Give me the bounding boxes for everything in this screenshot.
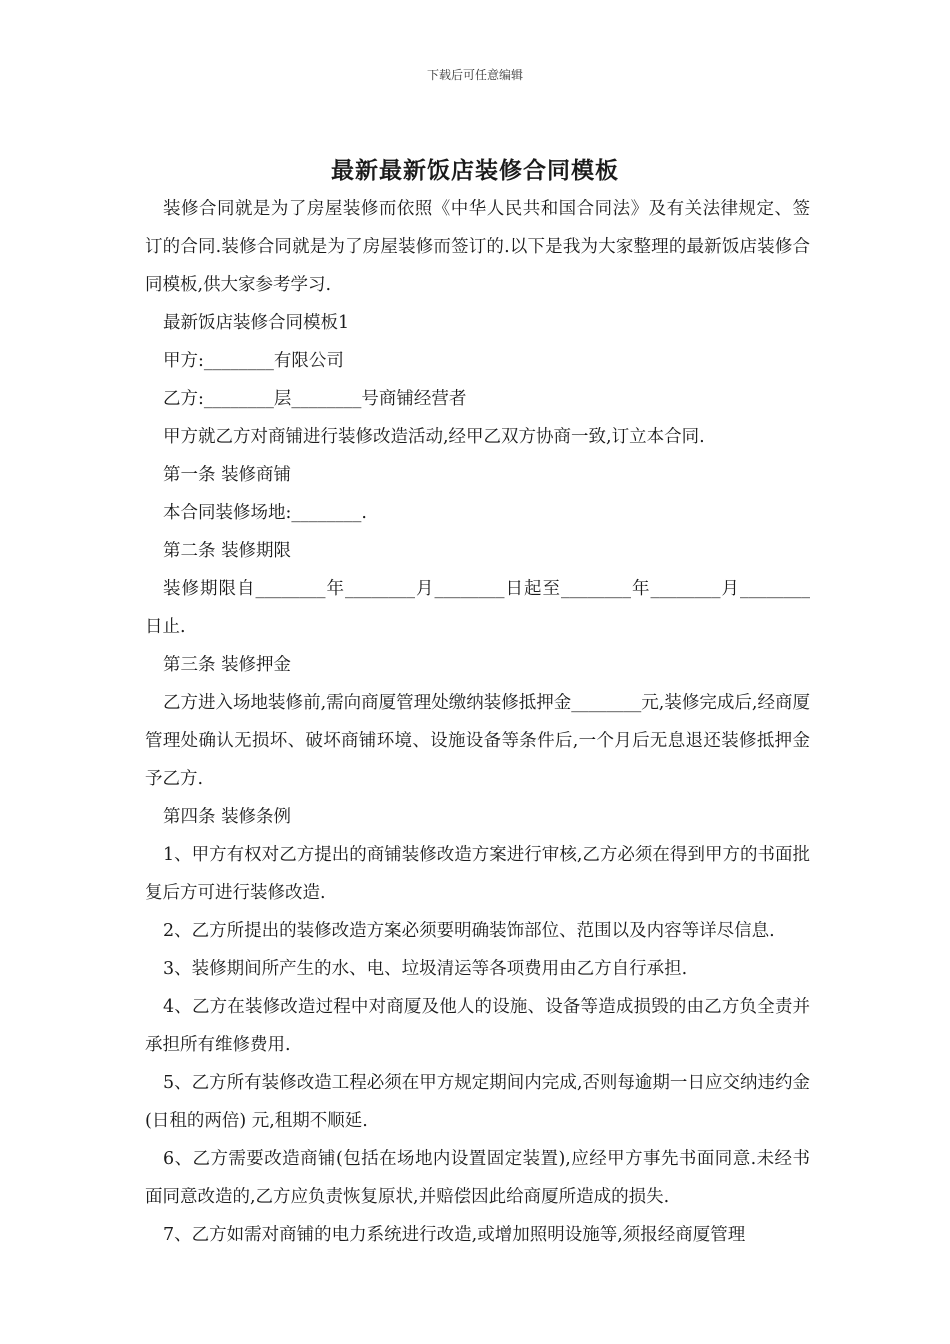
document-title: 最新最新饭店装修合同模板 bbox=[331, 157, 619, 184]
party-a-line: 甲方:________有限公司 bbox=[163, 351, 344, 371]
party-b-line: 乙方:________层________号商铺经营者 bbox=[163, 389, 467, 409]
article-1-body: 本合同装修场地:________. bbox=[163, 503, 367, 523]
document-body bbox=[145, 190, 810, 1254]
clause-6: 6、乙方需要改造商铺(包括在场地内设置固定装置),应经甲方事先书面同意.未经书面同意改造的,乙方应负责恢复原状,并赔偿因此给商厦所造成的损失. bbox=[145, 1149, 810, 1207]
article-4-heading: 第四条 装修条例 bbox=[163, 807, 292, 827]
clause-4: 4、乙方在装修改造过程中对商厦及他人的设施、设备等造成损毁的由乙方负全责并承担所有维修费用. bbox=[145, 997, 810, 1055]
page-header-note: 下载后可任意编辑 bbox=[426, 68, 523, 82]
clause-1: 1、甲方有权对乙方提出的商铺装修改造方案进行审核,乙方必须在得到甲方的书面批复后方可进行装修改造. bbox=[145, 845, 810, 903]
clause-2: 2、乙方所提出的装修改造方案必须要明确装饰部位、范围以及内容等详尽信息. bbox=[163, 921, 775, 941]
article-1-heading: 第一条 装修商铺 bbox=[163, 465, 292, 485]
template-heading: 最新饭店装修合同模板1 bbox=[163, 313, 350, 333]
clause-3: 3、装修期间所产生的水、电、垃圾清运等各项费用由乙方自行承担. bbox=[163, 959, 688, 979]
clause-5: 5、乙方所有装修改造工程必须在甲方规定期间内完成,否则每逾期一日应交纳违约金(日租的两倍) 元,租期不顺延. bbox=[145, 1073, 810, 1131]
article-3-body: 乙方进入场地装修前,需向商厦管理处缴纳装修抵押金________元,装修完成后,经商厦管理处确认无损坏、破坏商铺环境、设施设备等条件后,一个月后无息退还装修抵押金予乙方. bbox=[145, 693, 810, 789]
article-2-heading: 第二条 装修期限 bbox=[163, 541, 292, 561]
article-3-heading: 第三条 装修押金 bbox=[163, 655, 292, 675]
article-2-body: 装修期限自________年________月________日起至________年________月________日止. bbox=[145, 579, 810, 637]
agreement-paragraph: 甲方就乙方对商铺进行装修改造活动,经甲乙双方协商一致,订立本合同. bbox=[163, 427, 705, 447]
clause-7: 7、乙方如需对商铺的电力系统进行改造,或增加照明设施等,须报经商厦管理 bbox=[163, 1225, 746, 1245]
intro-paragraph: 装修合同就是为了房屋装修而依照《中华人民共和国合同法》及有关法律规定、签订的合同.装修合同就是为了房屋装修而签订的.以下是我为大家整理的最新饭店装修合同模板,供大家参考学习. bbox=[145, 199, 810, 295]
